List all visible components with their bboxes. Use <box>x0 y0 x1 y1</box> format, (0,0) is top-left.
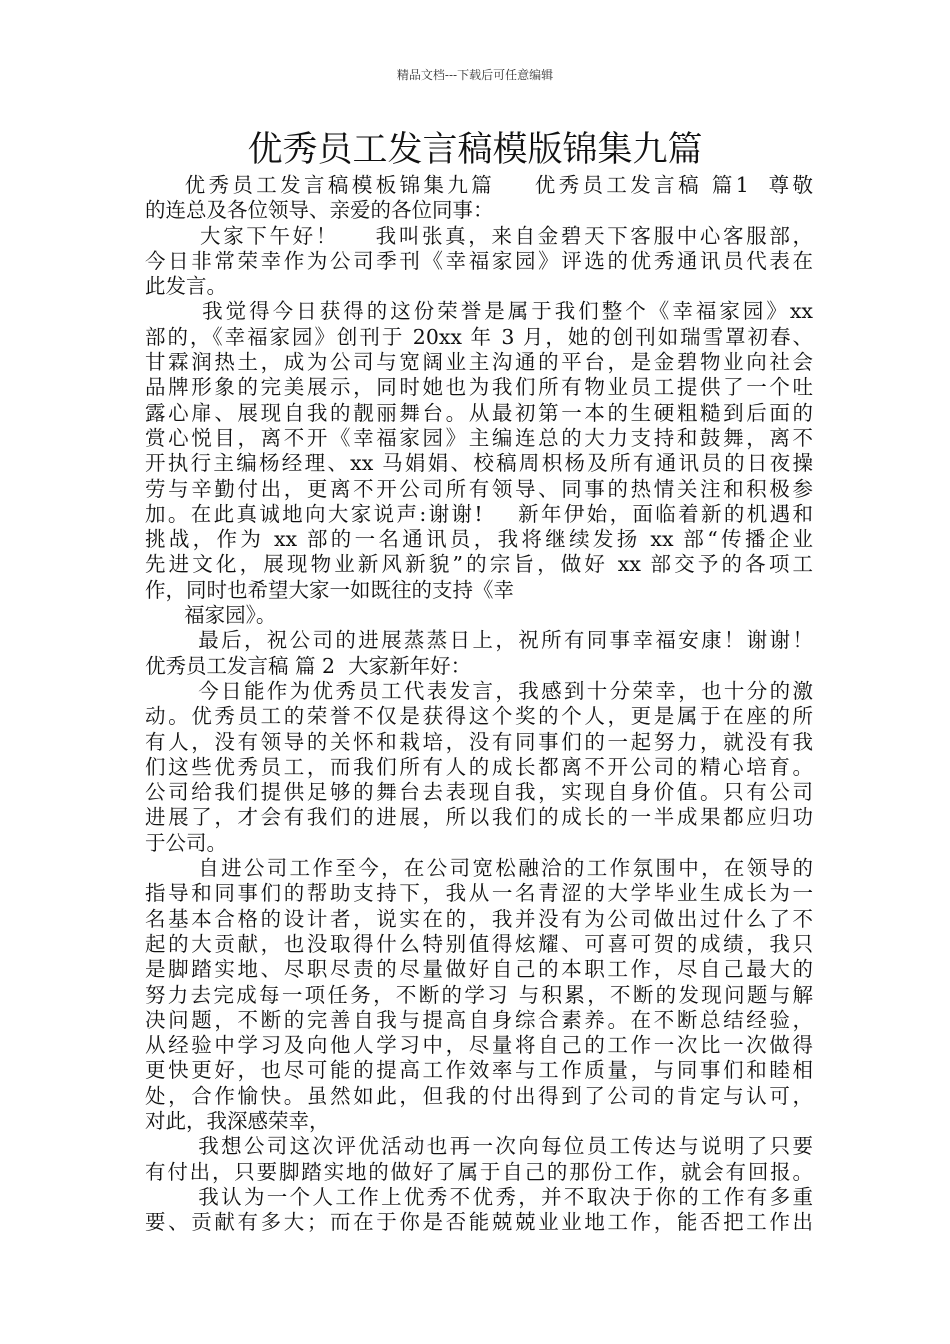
body-line: 指导和同事们的帮助支持下，我从一名青涩的大学毕业生成长为一 <box>145 881 813 906</box>
body-line: 甘霖润热土，成为公司与宽阔业主沟通的平台，是金碧物业向社会 <box>145 350 813 375</box>
body-line: 先进文化，展现物业新风新貌”的宗旨，做好 xx 部交予的各项工 <box>145 552 813 577</box>
body-line: 起的大贡献，也没取得什么特别值得炫耀、可喜可贺的成绩，我只 <box>145 931 813 956</box>
body-line: 赏心悦目，离不开《幸福家园》主编连总的大力支持和鼓舞，离不 <box>145 425 813 450</box>
body-line: 开执行主编杨经理、xx 马娟娟、校稿周枳杨及所有通讯员的日夜操 <box>145 451 813 476</box>
body-line: 对此，我深感荣幸， <box>145 1108 330 1133</box>
body-line: 部的，《幸福家园》创刊于 20xx 年 3 月，她的创刊如瑞雪罩初春、 <box>145 324 813 349</box>
body-line: 努力去完成每一项任务，不断的学习 与积累，不断的发现问题与解 <box>145 982 813 1007</box>
body-line: 名基本合格的设计者，说实在的，我并没有为公司做出过什么了不 <box>145 906 813 931</box>
body-line: 优秀员工发言稿 篇 2 大家新年好： <box>145 653 472 678</box>
body-line: 我觉得今日获得的这份荣誉是属于我们整个《幸福家园》xx <box>145 299 813 324</box>
body-line: 动。优秀员工的荣誉不仅是获得这个奖的个人，更是属于在座的所 <box>145 704 813 729</box>
body-line: 是脚踏实地、尽职尽责的尽量做好自己的本职工作，尽自己最大的 <box>145 957 813 982</box>
body-line: 有人，没有领导的关怀和栽培，没有同事们的一起努力，就没有我 <box>145 729 813 754</box>
body-line: 公司给我们提供足够的舞台去表现自我，实现自身价值。只有公司 <box>145 780 813 805</box>
body-line: 自进公司工作至今，在公司宽松融洽的工作氛围中，在领导的 <box>145 856 813 881</box>
body-line: 于公司。 <box>145 830 227 855</box>
body-line: 更快更好，也尽可能的提高工作效率与工作质量，与同事们和睦相 <box>145 1058 813 1083</box>
body-line: 福家园》。 <box>145 603 277 628</box>
body-line: 此发言。 <box>145 274 227 299</box>
document-body <box>145 173 813 1235</box>
body-line: 从经验中学习及向他人学习中，尽量将自己的工作一次比一次做得 <box>145 1033 813 1058</box>
document-title: 优秀员工发言稿模版锦集九篇 <box>247 130 703 170</box>
body-line: 决问题，不断的完善自我与提高自身综合素养。在不断总结经验， <box>145 1007 813 1032</box>
body-line: 最后，祝公司的进展蒸蒸日上，祝所有同事幸福安康！谢谢！ <box>145 628 813 653</box>
body-line: 的连总及各位领导、亲爱的各位同事： <box>145 198 494 223</box>
body-line: 我认为一个人工作上优秀不优秀，并不取决于你的工作有多重 <box>145 1184 813 1209</box>
body-line: 挑战，作为 xx 部的一名通讯员，我将继续发扬 xx 部“传播企业 <box>145 527 813 552</box>
body-line: 有付出，只要脚踏实地的做好了属于自己的那份工作，就会有回报。 <box>145 1159 813 1184</box>
body-line: 今日能作为优秀员工代表发言，我感到十分荣幸，也十分的激 <box>145 678 813 703</box>
body-line: 劳与辛勤付出，更离不开公司所有领导、同事的热情关注和积极参 <box>145 476 813 501</box>
body-line: 作，同时也希望大家一如既往的支持《幸 <box>145 577 514 602</box>
body-line: 我想公司这次评优活动也再一次向每位员工传达与说明了只要 <box>145 1134 813 1159</box>
header-note: 精品文档---下载后可任意编辑 <box>396 68 554 82</box>
body-line: 优秀员工发言稿模板锦集九篇 优秀员工发言稿 篇1 尊敬 <box>145 173 813 197</box>
body-line: 露心扉、展现自我的靓丽舞台。从最初第一本的生硬粗糙到后面的 <box>145 400 813 425</box>
body-line: 要、贡献有多大；而在于你是否能兢兢业业地工作，能否把工作出 <box>145 1210 813 1235</box>
body-line: 加。在此真诚地向大家说声:谢谢! 新年伊始，面临着新的机遇和 <box>145 501 813 526</box>
body-line: 处，合作愉快。虽然如此，但我的付出得到了公司的肯定与认可， <box>145 1083 813 1108</box>
body-line: 大家下午好！ 我叫张真，来自金碧天下客服中心客服部， <box>145 223 813 248</box>
body-line: 品牌形象的完美展示，同时她也为我们所有物业员工提供了一个吐 <box>145 375 813 400</box>
body-line: 们这些优秀员工，而我们所有人的成长都离不开公司的精心培育。 <box>145 754 813 779</box>
body-line: 今日非常荣幸作为公司季刊《幸福家园》评选的优秀通讯员代表在 <box>145 248 813 273</box>
body-line: 进展了，才会有我们的进展，所以我们的成长的一半成果都应归功 <box>145 805 813 830</box>
